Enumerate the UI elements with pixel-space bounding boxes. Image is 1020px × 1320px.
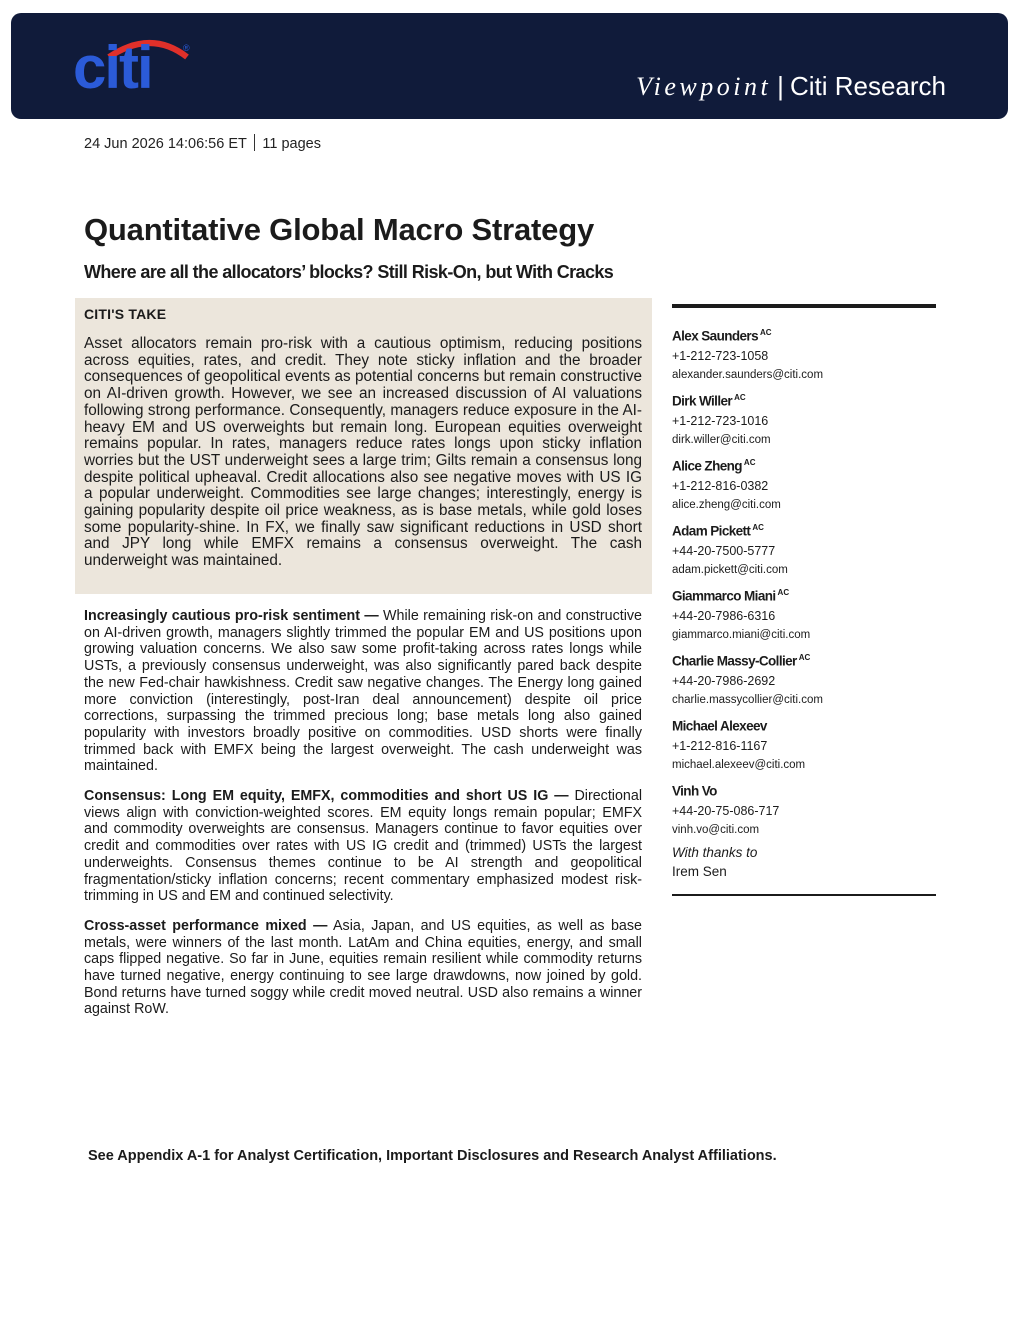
author-entry [672, 584, 936, 644]
author-phone: +1-212-816-1167 [672, 738, 768, 753]
publish-datetime: 24 Jun 2026 14:06:56 ET [84, 136, 247, 152]
author-name [672, 519, 936, 540]
author-entry [672, 714, 936, 774]
author-email[interactable]: alexander.saunders@citi.com [672, 368, 824, 381]
author-phone: +1-212-723-1058 [672, 348, 769, 363]
author-entry [672, 389, 936, 449]
author-entry [672, 454, 936, 514]
author-name-text: Adam Pickett [672, 523, 751, 539]
brand-research: Citi Research [789, 71, 946, 101]
section-paragraph [84, 788, 642, 905]
author-entry [672, 519, 936, 579]
author-name-text: Alex Saunders [672, 328, 758, 344]
dateline-divider [254, 134, 256, 151]
page-count: 11 pages [262, 136, 321, 152]
brand-separator: | [777, 71, 784, 101]
author-name [672, 454, 936, 475]
thanks-label: With thanks to [672, 845, 758, 860]
author-name [672, 779, 936, 800]
section-paragraph [84, 608, 642, 775]
author-name [672, 324, 936, 345]
analyst-cert-mark: AC [798, 653, 811, 662]
author-name [672, 584, 936, 605]
citis-take-box [75, 298, 652, 594]
brand-title [636, 71, 946, 102]
author-name [672, 649, 936, 670]
report-subtitle: Where are all the allocators’ blocks? Still Risk-On, but With Cracks [84, 262, 614, 282]
section-text: Asia, Japan, and US equities, as well as base metals, were winners of the last month. LatAm and China equities, energy, and small caps flipped negative. So far in June, equities remain resilient while commodity returns have turned negative, energy continuing to see large drawdowns, now joined by gold. Bond returns have turned soggy while credit moved neutral. USD also remains a winner against RoW. [84, 917, 642, 1018]
section-text: Directional views align with conviction-weighted scores. EM equity longs remain popular; EMFX and commodity overweights are consensus. Managers continue to favor equities over credit and commodities over rates with US IG credit and (trimmed) USTs the largest underweights. Consensus themes continue to be AI strength and geopolitical fragmentation/sticky inflation concerns; recent commentary emphasized modest risk-trimming in US and EM and continued selectivity. [84, 788, 642, 905]
dateline [84, 134, 321, 152]
section-paragraph [84, 918, 642, 1018]
citi-logo [73, 34, 193, 101]
author-name-text: Alice Zheng [672, 458, 742, 474]
author-name [672, 714, 936, 735]
author-phone: +1-212-723-1016 [672, 413, 769, 428]
disclosure-footer[interactable]: See Appendix A-1 for Analyst Certification, Important Disclosures and Research Analyst Affiliations. [88, 1148, 777, 1164]
citis-take-label: CITI'S TAKE [84, 306, 167, 322]
author-phone: +44-20-7986-6316 [672, 608, 776, 623]
author-name-text: Dirk Willer [672, 393, 733, 409]
section-lead: Increasingly cautious pro-risk sentiment — [84, 608, 379, 624]
analyst-cert-mark: AC [760, 328, 772, 337]
author-name [672, 389, 936, 410]
author-name-text: Charlie Massy-Collier [672, 653, 797, 669]
acknowledgement [672, 844, 936, 880]
analyst-cert-mark: AC [734, 393, 746, 402]
author-phone: +1-212-816-0382 [672, 478, 769, 493]
analyst-cert-mark: AC [752, 523, 764, 532]
section-lead: Consensus: Long EM equity, EMFX, commodities and short US IG — [84, 788, 569, 805]
author-phone: +44-20-7500-5777 [672, 543, 776, 558]
author-entry [672, 324, 936, 384]
author-email[interactable]: giammarco.miani@citi.com [672, 628, 811, 641]
analyst-cert-mark: AC [743, 458, 756, 467]
author-phone: +44-20-7986-2692 [672, 673, 776, 688]
citis-take-body: Asset allocators remain pro-risk with a cautious optimism, reducing positions across equities, rates, and credit. They note sticky inflation and the broader consequences of geopolitical events as potential concerns but remain constructive on AI-driven growth. However, we see an increased discussion of AI valuations following strong performance. Consequently, managers reduce exposure in the AI-heavy EM and US overweights but remain long. European equities overweight remains popular. In rates, managers reduce rates longs upon sticky inflation worries but the UST underweight sees a large trim; Gilts remain a consensus long despite political upheaval. Credit allocations also see negative moves with US IG a popular underweight. Commodities see large changes; interestingly, energy is gaining popularity despite oil price weakness, as is base metals, while gold loses some popularity-shine. In FX, we finally saw significant reductions in USD short and JPY long while EMFX remains a consensus overweight. The cash underweight was maintained. [84, 335, 642, 570]
author-phone: +44-20-75-086-717 [672, 803, 780, 818]
author-name-text: Michael Alexeev [672, 718, 767, 734]
author-email[interactable]: vinh.vo@citi.com [672, 823, 760, 836]
author-entry [672, 779, 936, 839]
author-email[interactable]: charlie.massycollier@citi.com [672, 693, 823, 706]
thanks-name: Irem Sen [672, 864, 727, 879]
author-email[interactable]: michael.alexeev@citi.com [672, 758, 806, 771]
analyst-cert-mark: AC [777, 588, 790, 597]
author-name-text: Vinh Vo [672, 783, 717, 799]
author-entry [672, 649, 936, 709]
logo-word: citi [73, 34, 152, 101]
author-email[interactable]: alice.zheng@citi.com [672, 498, 781, 511]
report-title: Quantitative Global Macro Strategy [84, 212, 594, 247]
body-column [84, 608, 642, 1031]
header-banner [11, 13, 1008, 119]
author-email[interactable]: adam.pickett@citi.com [672, 563, 788, 576]
author-email[interactable]: dirk.willer@citi.com [672, 433, 771, 446]
logo-registered-mark: ® [183, 43, 190, 53]
brand-viewpoint: Viewpoint [636, 72, 772, 101]
author-panel [672, 304, 936, 896]
section-text: While remaining risk-on and constructive on AI-driven growth, managers slightly trimmed the popular EM and US positions upon growing valuation concerns. We also saw some profit-taking across rates longs while USTs, a previously consensus underweight, was also significantly pared back despite the new Fed-chair hawkishness. Credit saw negative changes. The Energy long gained more conviction (interestingly, post-Iran deal announcement) despite oil price corrections, surpassing the trimmed precious long; base metals long also gained popularity with investors broadly positive on commodities. USD shorts were finally trimmed back with EMFX being the largest overweight. The cash underweight was maintained. [84, 608, 643, 775]
section-lead: Cross-asset performance mixed — [84, 917, 328, 934]
author-name-text: Giammarco Miani [672, 588, 776, 604]
